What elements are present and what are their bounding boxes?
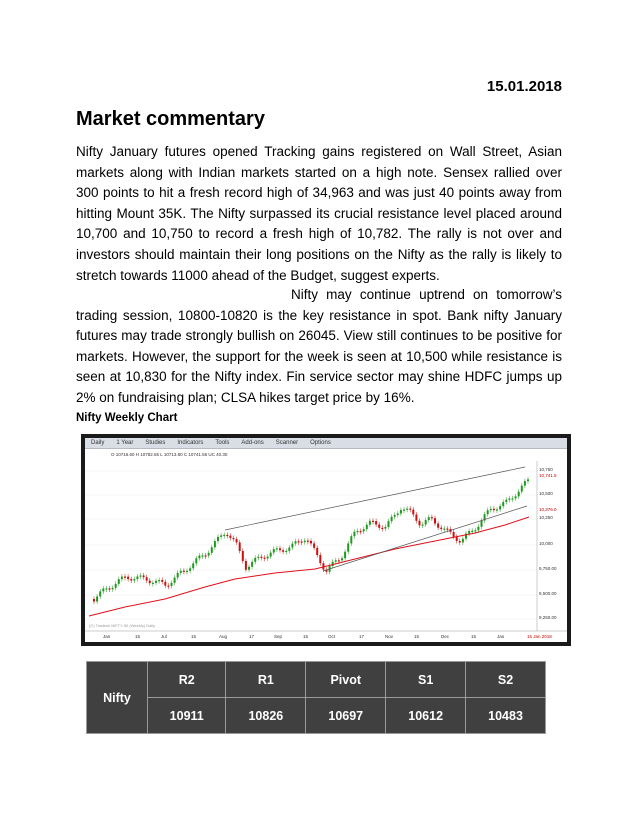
candle-body — [112, 588, 114, 589]
candle-body — [146, 577, 148, 580]
candle-body — [502, 502, 504, 506]
candle-body — [477, 527, 479, 531]
candle-body — [440, 528, 442, 529]
candle-body — [245, 561, 247, 570]
candle-body — [264, 558, 266, 559]
price-label-current: 10,741.5 — [539, 473, 557, 478]
candle-body — [99, 591, 101, 596]
candle-body — [133, 579, 135, 580]
candle-body — [251, 562, 253, 567]
time-label: 15 — [191, 634, 197, 639]
price-label: 10,750 — [539, 467, 553, 472]
value-r2: 10911 — [148, 698, 226, 734]
candle-body — [341, 558, 343, 560]
candle-body — [508, 499, 510, 500]
candle-body — [459, 541, 461, 542]
candle-body — [353, 532, 355, 536]
price-axis — [539, 467, 557, 620]
candle-body — [127, 577, 129, 579]
chart-canvas — [85, 438, 567, 642]
candle-body — [310, 541, 312, 543]
chart-menu-scanner: Scanner — [275, 440, 299, 446]
candle-body — [211, 547, 213, 553]
candle-body — [282, 550, 284, 552]
candle-body — [167, 586, 169, 587]
candle-body — [164, 582, 166, 586]
candle-body — [301, 542, 303, 543]
pivot-value-row — [87, 698, 546, 734]
time-axis — [103, 634, 552, 639]
candlestick-chart — [85, 449, 567, 642]
chart-menu-indicators: Indicators — [177, 440, 204, 446]
time-label-current: 15 Jan 2018 — [527, 634, 552, 639]
chart-menu-tools: Tools — [215, 440, 230, 446]
candle-body — [239, 542, 241, 551]
candle-body — [481, 521, 483, 527]
candle-body — [152, 583, 154, 584]
commentary-paragraph-1: Nifty January futures opened Tracking gains registered on Wall Street, Asian markets along with Indian markets started on a high note. Sensex rallied over 300 points to hit a fresh record high of 34,963 and was just 40 points away from hitting Mount 35K. The Nifty surpassed its crucial resistance level placed around 10,700 and 10,750 to record a fresh high of 10,782. The rally is not over and investors should maintain their long positions on the Nifty as the rally is likely to stretch towards 11000 ahead of the Budget, suggest experts. — [76, 144, 562, 283]
candle-body — [298, 541, 300, 542]
price-label: 10,000 — [539, 541, 553, 546]
candle-body — [474, 530, 476, 531]
candle-body — [291, 544, 293, 548]
candle-body — [524, 481, 526, 486]
candle-body — [366, 525, 368, 529]
candle-body — [338, 560, 340, 561]
candle-body — [446, 529, 448, 530]
candle-body — [515, 496, 517, 498]
candle-body — [140, 575, 142, 576]
candle-body — [226, 535, 228, 536]
time-label: 17 — [249, 634, 255, 639]
candle-body — [161, 580, 163, 582]
header-r2: R2 — [148, 662, 226, 698]
value-r1: 10826 — [226, 698, 306, 734]
header-r1: R1 — [226, 662, 306, 698]
candle-body — [279, 548, 281, 550]
ohlc-readout: O 10716.60 H 10782.65 L 10713.80 C 10741.55 UC 40.30 — [111, 452, 228, 457]
candle-body — [350, 536, 352, 543]
chart-menubar — [85, 438, 567, 449]
header-s2: S2 — [466, 662, 546, 698]
price-label: 9,500.00 — [539, 591, 557, 596]
candle-body — [233, 538, 235, 539]
candle-body — [223, 535, 225, 536]
candle-body — [285, 551, 287, 552]
candle-body — [499, 506, 501, 509]
candle-body — [428, 517, 430, 520]
candle-body — [93, 599, 95, 602]
value-pivot: 10697 — [306, 698, 386, 734]
candle-body — [105, 588, 107, 589]
candle-body — [149, 581, 151, 584]
candle-body — [344, 552, 346, 559]
time-label: Aug — [219, 634, 228, 639]
candle-body — [276, 548, 278, 549]
chart-title: Nifty Weekly Chart — [76, 412, 178, 424]
candle-body — [527, 479, 529, 481]
candle-body — [490, 509, 492, 510]
candle-body — [208, 553, 210, 556]
candle-body — [177, 573, 179, 578]
time-label: Jul — [161, 634, 167, 639]
row-label: Nifty — [87, 662, 148, 734]
candle-body — [319, 555, 321, 563]
candle-body — [186, 571, 188, 572]
candle-body — [496, 509, 498, 510]
candle-body — [403, 510, 405, 511]
candle-body — [96, 596, 98, 601]
candle-body — [487, 510, 489, 514]
candle-body — [229, 536, 231, 538]
candle-body — [205, 555, 207, 556]
candle-body — [102, 589, 104, 592]
candle-body — [347, 543, 349, 551]
report-date: 15.01.2018 — [486, 78, 562, 95]
candle-body — [375, 521, 377, 524]
channel-lower-line — [323, 506, 527, 571]
candle-body — [109, 588, 111, 589]
candle-body — [257, 557, 259, 558]
chart-menu-1year: 1 Year — [116, 440, 134, 446]
header-pivot: Pivot — [306, 662, 386, 698]
header-s1: S1 — [386, 662, 466, 698]
candle-body — [180, 571, 182, 573]
candle-body — [397, 514, 399, 515]
candle-body — [155, 581, 157, 583]
candle-body — [316, 548, 318, 555]
channel-upper-line — [225, 467, 525, 530]
chart-menu-studies: Studies — [145, 440, 166, 446]
time-label: Jan — [103, 634, 111, 639]
candle-body — [493, 509, 495, 510]
candle-body — [425, 520, 427, 524]
candle-body — [400, 510, 402, 514]
candle-body — [357, 531, 359, 532]
candle-body — [409, 509, 411, 510]
candle-body — [288, 548, 290, 551]
time-label: 15 — [414, 634, 420, 639]
candle-body — [124, 577, 126, 578]
candle-body — [248, 567, 250, 570]
candle-body — [254, 558, 256, 562]
pivot-levels-table — [86, 661, 546, 734]
pivot-header-row — [87, 662, 546, 698]
candle-body — [335, 560, 337, 561]
candle-body — [202, 555, 204, 556]
candle-body — [378, 525, 380, 528]
moving-average-line — [89, 517, 529, 616]
candle-body — [158, 580, 160, 581]
candle-body — [273, 549, 275, 553]
candle-body — [434, 518, 436, 523]
candle-body — [260, 557, 262, 558]
candle-body — [192, 563, 194, 568]
commentary-paragraph-2: Nifty may continue uptrend on tomorrow’s trading session, 10800-10820 is the key resistance in spot. Bank nifty January futures may trade strongly bullish on 26045. View still continues to be positive for markets. However, the support for the week is seen at 10,500 while resistance is seen at 10,830 for the Nifty index. Fin service sector may shine HDFC jumps up 2% on fundraising plan; CLSA hikes target price by 16%. — [76, 287, 562, 405]
candle-body — [270, 553, 272, 557]
candle-body — [171, 583, 173, 586]
value-s2: 10483 — [466, 698, 546, 734]
price-label: 10,500 — [539, 491, 553, 496]
candle-body — [394, 515, 396, 517]
candle-body — [236, 539, 238, 542]
candle-body — [388, 521, 390, 527]
price-label: 9,250.00 — [539, 615, 557, 620]
value-s1: 10612 — [386, 698, 466, 734]
candle-body — [384, 527, 386, 529]
candle-body — [267, 557, 269, 559]
candle-body — [462, 539, 464, 543]
candle-body — [121, 577, 123, 580]
nifty-chart-image — [81, 434, 571, 646]
price-label: 10,250 — [539, 515, 553, 520]
time-label: Sep — [274, 634, 283, 639]
time-label: 17 — [359, 634, 365, 639]
candle-body — [505, 500, 507, 502]
candle-body — [521, 486, 523, 492]
candle-body — [304, 541, 306, 543]
time-label: Oct — [328, 634, 336, 639]
candle-body — [214, 541, 216, 547]
time-label: 15 — [303, 634, 309, 639]
candle-body — [295, 541, 297, 543]
page-title: Market commentary — [76, 108, 265, 130]
candle-body — [381, 528, 383, 529]
candle-body — [220, 535, 222, 536]
candle-body — [372, 521, 374, 522]
candle-body — [307, 541, 309, 542]
chart-watermark: (C) Tradeok NIFTY 50 (Weekly) Daily — [89, 623, 156, 628]
candle-body — [195, 558, 197, 563]
candle-body — [189, 568, 191, 571]
candle-body — [118, 579, 120, 584]
candle-body — [360, 531, 362, 532]
candle-body — [443, 529, 445, 530]
candle-body — [437, 524, 439, 528]
candle-body — [130, 579, 132, 580]
candle-body — [363, 529, 365, 531]
candle-body — [391, 517, 393, 521]
time-label: Dec — [441, 634, 450, 639]
chart-menu-daily: Daily — [91, 440, 105, 446]
candle-body — [431, 517, 433, 518]
candle-body — [242, 551, 244, 561]
candle-body — [471, 531, 473, 532]
candle-body — [369, 521, 371, 525]
candle-body — [136, 576, 138, 579]
candle-body — [174, 578, 176, 583]
chart-menu-addons: Add-ons — [241, 440, 264, 446]
candle-body — [518, 492, 520, 497]
candle-body — [406, 509, 408, 510]
time-label: 15 — [135, 634, 141, 639]
candle-body — [115, 584, 117, 588]
chart-menu-options: Options — [310, 440, 331, 446]
candle-body — [415, 515, 417, 521]
candle-body — [143, 575, 145, 577]
candle-body — [453, 532, 455, 537]
candle-body — [412, 510, 414, 515]
candle-body — [198, 556, 200, 559]
candle-body — [419, 521, 421, 526]
time-label: 15 — [471, 634, 477, 639]
price-label: 9,750.00 — [539, 566, 557, 571]
candle-body — [456, 537, 458, 541]
candle-body — [422, 525, 424, 526]
candle-body — [332, 562, 334, 566]
candle-body — [217, 537, 219, 541]
candle-body — [468, 531, 470, 534]
price-label-ma: 10,376.0 — [539, 507, 557, 512]
time-label: Nov — [385, 634, 394, 639]
candle-body — [512, 498, 514, 499]
candle-body — [313, 543, 315, 547]
time-label: Jan — [497, 634, 505, 639]
candle-body — [183, 571, 185, 572]
